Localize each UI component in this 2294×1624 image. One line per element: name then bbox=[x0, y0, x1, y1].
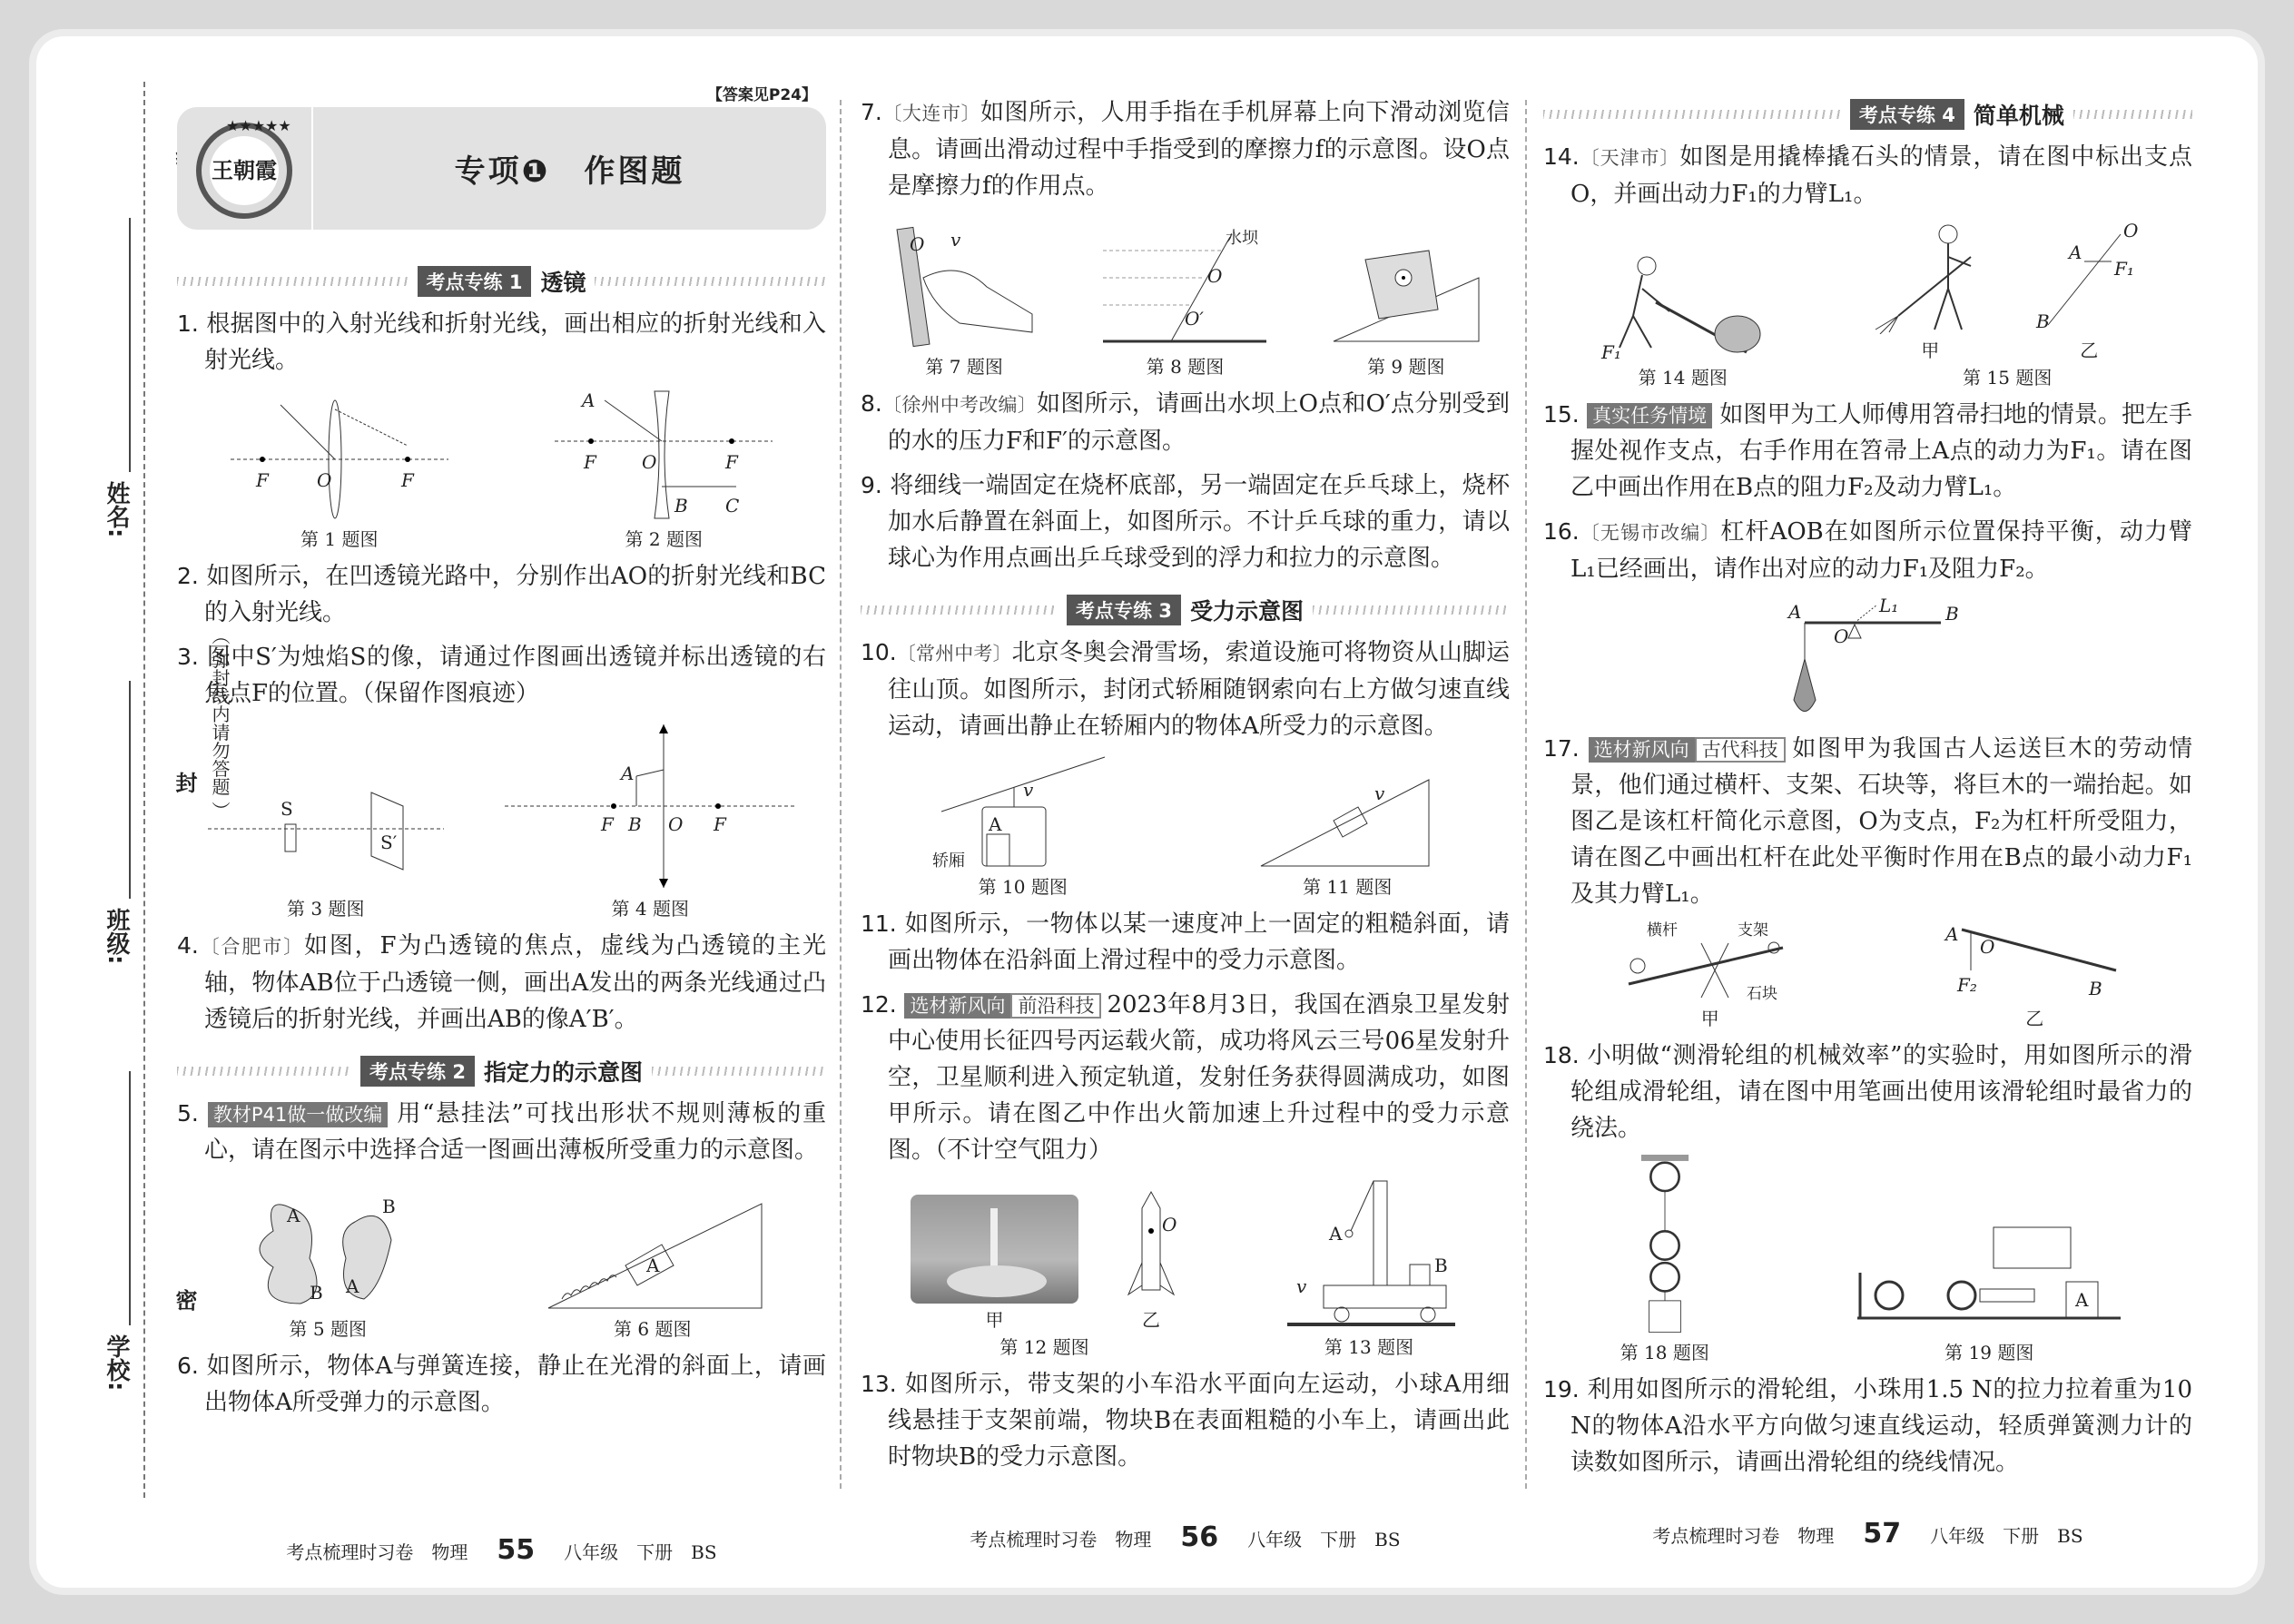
figures-lbl-F: F bbox=[601, 813, 615, 835]
question-5 bbox=[177, 1096, 826, 1168]
questions-q13-num: 13. bbox=[861, 1371, 897, 1397]
questions-q3-text: 图中S′为烛焰S的像，请通过作图画出透镜并标出透镜的右焦点F的位置。（保留作图痕迹） bbox=[204, 644, 827, 707]
figures-lbl-B: B bbox=[382, 1196, 396, 1217]
question-2 bbox=[177, 558, 826, 631]
footers-0-right: 八年级 下册 BS bbox=[564, 1541, 717, 1563]
question-19 bbox=[1543, 1372, 2192, 1481]
figures-lbl-B: B bbox=[674, 495, 688, 517]
questions-q19-text: 利用如图所示的滑轮组，小珠用1.5 N的拉力拉着重为10 N的物体A沿水平方向做匀速直线运动，轻质弹簧测力计的读数如图所示，请画出滑轮组的绕线情况。 bbox=[1570, 1376, 2193, 1476]
rocket-launch-photo bbox=[911, 1195, 1078, 1304]
answer-reference: 【答案见P24】 bbox=[706, 86, 817, 104]
section-badge: 考点专练 4 bbox=[1850, 99, 1964, 130]
questions-q13-text: 如图所示，带支架的小车沿水平面向左运动，小球A用细线悬挂于支架前端，物块B在表面粗糙的小车上，请画出此时物块B的受力示意图。 bbox=[888, 1371, 1510, 1471]
figure-caption: 第 15 题图 bbox=[1963, 367, 2053, 389]
question-17 bbox=[1543, 731, 2192, 912]
question-11 bbox=[861, 906, 1510, 979]
brand-logo bbox=[177, 107, 313, 230]
section-header bbox=[1543, 98, 2192, 131]
figures-lbl-F: F bbox=[725, 451, 739, 473]
questions-q8-src: 〔徐州中考改编〕 bbox=[881, 394, 1037, 416]
figure-caption: 第 8 题图 bbox=[1146, 356, 1225, 378]
fold-line bbox=[143, 82, 145, 1498]
figure-caption: 第 13 题图 bbox=[1324, 1336, 1414, 1358]
question-13 bbox=[861, 1366, 1510, 1475]
figure-caption: 第 2 题图 bbox=[625, 528, 703, 550]
topic-tag: 选材新风向 bbox=[1589, 737, 1695, 763]
figures-lbl-C: C bbox=[725, 495, 740, 517]
section-badge: 考点专练 3 bbox=[1067, 595, 1181, 625]
figures-lbl-B: B bbox=[1434, 1255, 1448, 1276]
figure-7 bbox=[887, 223, 1041, 378]
section-header bbox=[177, 1055, 826, 1088]
class-label: 班级: bbox=[103, 908, 130, 965]
questions-q5-text: 用“悬挂法”可找出形状不规则薄板的重心，请在图示中选择合适一图画出薄板所受重力的示意图。 bbox=[204, 1100, 827, 1164]
figures-lbl-A: A bbox=[1787, 601, 1801, 623]
questions-q18-text: 小明做“测滑轮组的机械效率”的实验时，用如图所示的滑轮组成滑轮组，请在图中用笔画出使用该滑轮组时最省力的绕法。 bbox=[1570, 1042, 2193, 1142]
figure-caption: 第 5 题图 bbox=[289, 1318, 367, 1340]
figure-caption: 第 18 题图 bbox=[1620, 1342, 1709, 1363]
questions-q17-num: 17. bbox=[1543, 735, 1580, 762]
figures-lbl-A: A bbox=[988, 813, 1002, 835]
questions-q8-num: 8. bbox=[861, 390, 882, 417]
questions-q11-num: 11. bbox=[861, 910, 897, 937]
page-footer bbox=[1543, 1518, 2192, 1550]
section-title: 受力示意图 bbox=[1189, 598, 1304, 625]
figure-sublabel: 乙 bbox=[1142, 1309, 1160, 1331]
question-3 bbox=[177, 639, 826, 712]
figure-12 bbox=[911, 1190, 1178, 1358]
questions-q15-num: 15. bbox=[1543, 401, 1580, 428]
figures-lbl-A: A bbox=[287, 1205, 300, 1226]
figure-16 bbox=[1543, 595, 2192, 723]
figure-11 bbox=[1256, 771, 1438, 898]
question-16 bbox=[1543, 514, 2192, 587]
figures-lbl-O: O bbox=[1207, 265, 1223, 287]
question-7 bbox=[861, 94, 1510, 204]
figures-lbl-A: A bbox=[346, 1275, 359, 1297]
name-field[interactable] bbox=[129, 218, 131, 472]
questions-q14-text: 如图是用撬棒撬石头的情景，请在图中标出支点O，并画出动力F₁的力臂L₁。 bbox=[1570, 143, 2192, 208]
footers-0-left: 考点梳理时习卷 物理 bbox=[286, 1541, 468, 1563]
question-12 bbox=[861, 987, 1510, 1168]
page-57 bbox=[1543, 82, 2193, 1550]
questions-q15-text: 如图甲为工人师傅用笤帚扫地的情景。把左手握处视作支点，右手作用在笤帚上A点的动力为F₁。请在图乙中画出作用在B点的阻力F₂及动力臂L₁。 bbox=[1570, 401, 2193, 501]
questions-q1-num: 1. bbox=[177, 310, 199, 337]
page-number: 56 bbox=[1180, 1521, 1219, 1553]
figure-5 bbox=[237, 1176, 418, 1340]
figures-lbl-A: A bbox=[1945, 923, 1959, 945]
figure-caption: 第 11 题图 bbox=[1303, 876, 1393, 898]
questions-q17-text: 如图甲为我国古人运送巨木的劳动情景，他们通过横杆、支架、石块等，将巨木的一端抬起。如图乙是该杠杆简化示意图，O为支点，F₂为杠杆所受阻力，请在图乙中画出杠杆在此处平衡时作用在B点的最小动力F₁及其力臂L₁。 bbox=[1570, 735, 2192, 908]
questions-q4-num: 4. bbox=[177, 932, 199, 959]
question-1 bbox=[177, 306, 826, 379]
figure-13 bbox=[1278, 1176, 1460, 1358]
figures-lbl-O: O bbox=[1980, 936, 1995, 958]
page-55 bbox=[177, 82, 827, 1566]
figure-1 bbox=[231, 396, 448, 550]
page-footer bbox=[861, 1521, 1510, 1553]
binding-margin bbox=[82, 82, 231, 1498]
questions-q10-text: 北京冬奥会滑雪场，索道设施可将物资从山脚运往山顶。如图所示，封闭式轿厢随钢索向右上方做匀速直线运动，请画出静止在轿厢内的物体A所受力的示意图。 bbox=[888, 639, 1510, 740]
questions-q14-src: 〔天津市〕 bbox=[1579, 147, 1680, 169]
figures-lbl-A: A bbox=[582, 389, 596, 411]
figure-caption: 第 12 题图 bbox=[999, 1336, 1089, 1358]
figures-lbl-F1: F₁ bbox=[2114, 258, 2135, 280]
svg-text:王朝霞: 王朝霞 bbox=[212, 156, 277, 183]
figure-caption: 第 1 题图 bbox=[300, 528, 379, 550]
questions-q5-num: 5. bbox=[177, 1100, 199, 1127]
figure-row bbox=[1543, 221, 2192, 389]
figures-lbl-O: O bbox=[316, 469, 332, 491]
figures-lbl-O: O bbox=[910, 233, 925, 255]
figures-lbl-F: F bbox=[584, 451, 597, 473]
figure-3 bbox=[208, 738, 444, 920]
figures-lbl-B: B bbox=[2036, 310, 2050, 332]
svg-text:★★★★★: ★★★★★ bbox=[226, 116, 291, 134]
questions-q16-num: 16. bbox=[1543, 518, 1580, 545]
topic-tag: 古代科技 bbox=[1695, 737, 1786, 763]
figures-lbl-v: v bbox=[950, 229, 961, 251]
figures-lbl-F1: F₁ bbox=[1600, 341, 1621, 361]
figure-caption: 第 7 题图 bbox=[925, 356, 1003, 378]
school-label: 学校: bbox=[103, 1334, 130, 1392]
questions-q4-text: 如图，F为凸透镜的焦点，虚线为凸透镜的主光轴，物体AB位于凸透镜一侧，画出A发出的两条光线通过凸透镜后的折射光线，并画出AB的像A′B′。 bbox=[204, 932, 827, 1033]
questions-q6-text: 如图所示，物体A与弹簧连接，静止在光滑的斜面上，请画出物体A所受弹力的示意图。 bbox=[204, 1353, 827, 1416]
figures-lbl-v: v bbox=[1374, 782, 1385, 804]
question-8 bbox=[861, 386, 1510, 459]
figure-14 bbox=[1592, 248, 1774, 389]
figure-15 bbox=[1871, 221, 2143, 389]
figures-crossbar: 横杆 bbox=[1646, 921, 1678, 940]
figures-lbl-A: A bbox=[2069, 241, 2082, 263]
question-4 bbox=[177, 928, 826, 1038]
figure-sublabel: 甲 bbox=[985, 1309, 1004, 1331]
questions-q10-src: 〔常州中考〕 bbox=[896, 643, 1012, 664]
figures-lbl-B: B bbox=[310, 1282, 323, 1304]
page-number: 57 bbox=[1863, 1518, 1902, 1550]
questions-q8-text: 如图所示，请画出水坝上O点和O′点分别受到的水的压力F和F′的示意图。 bbox=[888, 390, 1510, 455]
figure-row bbox=[1543, 1155, 2192, 1363]
figures-lbl-A: A bbox=[2075, 1289, 2089, 1311]
figures-lbl-O: O bbox=[1162, 1214, 1177, 1235]
questions-q2-num: 2. bbox=[177, 563, 199, 589]
questions-q11-text: 如图所示，一物体以某一速度冲上一固定的粗糙斜面，请画出物体在沿斜面上滑过程中的受力示意图。 bbox=[888, 910, 1510, 974]
questions-q10-num: 10. bbox=[861, 639, 897, 665]
page-56 bbox=[861, 82, 1510, 1553]
figures-lbl-B: B bbox=[1944, 603, 1959, 625]
figures-lbl-Op: O′ bbox=[1185, 308, 1205, 330]
section-header bbox=[177, 265, 826, 298]
figure-caption: 第 10 题图 bbox=[978, 876, 1068, 898]
binding-note: （ 弥封线内请勿答题 ） bbox=[209, 626, 231, 820]
school-field[interactable] bbox=[129, 1071, 131, 1325]
figures-lbl-A: A bbox=[1329, 1223, 1343, 1245]
section-badge: 考点专练 1 bbox=[418, 266, 532, 297]
questions-q6-num: 6. bbox=[177, 1353, 199, 1379]
footers-2-right: 八年级 下册 BS bbox=[1930, 1525, 2083, 1547]
figures-dam: 水坝 bbox=[1226, 229, 1259, 248]
figures-stone: 石块 bbox=[1746, 985, 1777, 1002]
figures-lbl-A: A bbox=[645, 1255, 660, 1276]
figure-row bbox=[177, 1176, 826, 1340]
mark-seal: 封 bbox=[172, 772, 197, 793]
page-number: 55 bbox=[497, 1534, 536, 1566]
questions-q12-num: 12. bbox=[861, 991, 897, 1018]
name-label: 姓名: bbox=[103, 481, 130, 538]
source-tag: 教材P41做一做改编 bbox=[208, 1102, 388, 1127]
figure-caption: 第 14 题图 bbox=[1638, 367, 1728, 389]
footers-2-left: 考点梳理时习卷 物理 bbox=[1652, 1525, 1835, 1547]
questions-q19-num: 19. bbox=[1543, 1376, 1580, 1403]
figure-row bbox=[861, 223, 1510, 378]
mark-secret: 密 bbox=[172, 1289, 197, 1311]
section-title: 透镜 bbox=[540, 270, 586, 296]
questions-q3-num: 3. bbox=[177, 644, 199, 670]
column-divider bbox=[1525, 100, 1527, 1489]
column-divider bbox=[840, 100, 842, 1489]
figure-18 bbox=[1610, 1155, 1719, 1363]
figures-lbl-F2: F₂ bbox=[1957, 974, 1978, 996]
figure-row bbox=[177, 720, 826, 920]
figure-6 bbox=[539, 1195, 766, 1340]
figure-caption: 第 3 题图 bbox=[287, 898, 365, 920]
figure-17-yi bbox=[1944, 920, 2125, 1029]
figure-9 bbox=[1329, 223, 1483, 378]
question-18 bbox=[1543, 1038, 2192, 1147]
section-title: 指定力的示意图 bbox=[483, 1059, 643, 1086]
questions-q16-text: 杠杆AOB在如图所示位置保持平衡，动力臂L₁已经画出，请作出对应的动力F₁及阻力F₂。 bbox=[1570, 518, 2193, 583]
questions-q12-text: 2023年8月3日，我国在酒泉卫星发射中心使用长征四号丙运载火箭，成功将风云三号06星发射升空，卫星顺利进入预定轨道，发射任务获得圆满成功，如图甲所示。请在图乙中作出火箭加速上升过程中的受力示意图。（不计空气阻力） bbox=[888, 991, 1510, 1164]
questions-q9-text: 将细线一端固定在烧杯底部，另一端固定在乒乓球上，烧杯加水后静置在斜面上，如图所示。不计乒乓球的重力，请以球心为作用点画出乒乓球受到的浮力和拉力的示意图。 bbox=[888, 472, 1510, 572]
figures-lbl-B: B bbox=[2089, 978, 2102, 999]
figure-caption: 第 6 题图 bbox=[614, 1318, 692, 1340]
footers-1-right: 八年级 下册 BS bbox=[1247, 1529, 1401, 1550]
figure-row bbox=[177, 387, 826, 550]
figures-lbl-F: F bbox=[714, 813, 727, 835]
questions-q7-text: 如图所示，人用手指在手机屏幕上向下滑动浏览信息。请画出滑动过程中手指受到的摩擦力f的示意图。设O点是摩擦力f的作用点。 bbox=[888, 99, 1510, 200]
figures-lbl-O: O bbox=[2123, 221, 2139, 241]
question-15 bbox=[1543, 397, 2192, 506]
figure-caption: 第 9 题图 bbox=[1367, 356, 1445, 378]
figure-4 bbox=[505, 720, 795, 920]
figures-lbl-F: F bbox=[400, 469, 414, 491]
figures-cabin: 轿厢 bbox=[931, 851, 965, 871]
questions-q14-num: 14. bbox=[1543, 143, 1580, 170]
figure-sublabel: 乙 bbox=[2025, 1008, 2044, 1029]
questions-q4-src: 〔合肥市〕 bbox=[198, 936, 304, 958]
figures-lbl-A: A bbox=[621, 763, 635, 784]
questions-q2-text: 如图所示，在凹透镜光路中，分别作出AO的折射光线和BC的入射光线。 bbox=[204, 563, 827, 626]
figures-lbl-O: O bbox=[1833, 625, 1848, 647]
figures-lbl-O: O bbox=[668, 813, 684, 835]
figure-sublabel: 乙 bbox=[2080, 340, 2099, 361]
page-title: 专项❶ 作图题 bbox=[454, 153, 685, 190]
figures-lbl-B: B bbox=[628, 813, 642, 835]
question-14 bbox=[1543, 139, 2192, 212]
footers-1-left: 考点梳理时习卷 物理 bbox=[970, 1529, 1152, 1550]
figure-row bbox=[861, 1176, 1510, 1358]
figure-row bbox=[1543, 920, 2192, 1029]
figures-lbl-F: F bbox=[255, 469, 269, 491]
section-title: 简单机械 bbox=[1973, 103, 2064, 129]
figures-lbl-L1: L₁ bbox=[1878, 595, 1898, 616]
figures-lbl-O: O bbox=[642, 451, 657, 473]
figure-2 bbox=[555, 387, 773, 550]
questions-q7-num: 7. bbox=[861, 99, 882, 125]
topic-tag: 前沿科技 bbox=[1010, 993, 1101, 1019]
question-9 bbox=[861, 468, 1510, 576]
figure-caption: 第 4 题图 bbox=[611, 898, 689, 920]
questions-q16-src: 〔无锡市改编〕 bbox=[1579, 522, 1721, 544]
figure-caption: 第 19 题图 bbox=[1944, 1342, 2034, 1363]
figures-lbl-v: v bbox=[1296, 1275, 1307, 1297]
figure-row bbox=[861, 753, 1510, 898]
figure-8 bbox=[1094, 223, 1275, 378]
class-field[interactable] bbox=[129, 681, 131, 899]
question-6 bbox=[177, 1348, 826, 1421]
figures-lbl-v: v bbox=[1022, 779, 1034, 801]
figures-lbl-S: S bbox=[280, 798, 293, 820]
question-10 bbox=[861, 635, 1510, 744]
title-banner bbox=[177, 107, 826, 230]
figure-17-jia bbox=[1610, 920, 1810, 1029]
questions-q9-num: 9. bbox=[861, 472, 882, 498]
page-footer bbox=[177, 1534, 826, 1566]
questions-q18-num: 18. bbox=[1543, 1042, 1580, 1068]
questions-q7-src: 〔大连市〕 bbox=[881, 103, 980, 124]
figure-sublabel: 甲 bbox=[1921, 340, 1940, 361]
section-header bbox=[861, 594, 1510, 626]
figure-19 bbox=[1853, 1218, 2125, 1363]
questions-q1-text: 根据图中的入射光线和折射光线，画出相应的折射光线和入射光线。 bbox=[204, 310, 826, 374]
topic-tag: 真实任务情境 bbox=[1587, 403, 1712, 428]
figures-lbl-Sp: S′ bbox=[379, 832, 397, 853]
figure-10 bbox=[932, 753, 1114, 898]
topic-tag: 选材新风向 bbox=[904, 993, 1010, 1019]
figures-bracket: 支架 bbox=[1737, 921, 1768, 940]
section-badge: 考点专练 2 bbox=[360, 1056, 475, 1087]
figure-sublabel: 甲 bbox=[1700, 1008, 1719, 1029]
